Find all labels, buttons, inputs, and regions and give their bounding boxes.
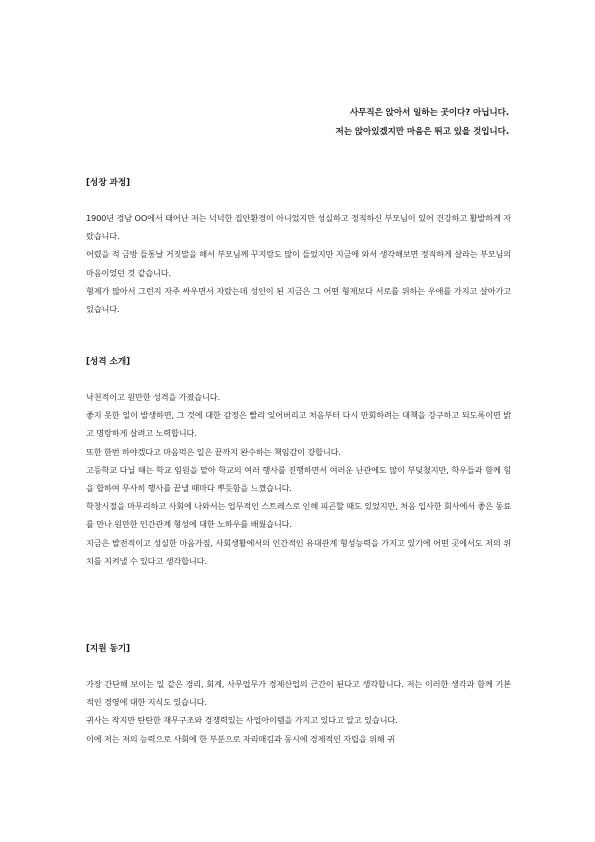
section-body-growth: [86, 209, 511, 318]
section-body-motivation: [86, 675, 511, 748]
section-title-personality: [성격 소개]: [86, 357, 131, 367]
section-motivation: [86, 643, 511, 748]
paragraph: 낙천적이고 원만한 성격을 가졌습니다.: [86, 392, 220, 402]
section-growth: [86, 177, 511, 318]
paragraph: 1900년 경남 OO에서 태어난 저는 넉넉한 집안환경이 아니었지만 성실하고 정직하신 부모님이 있어 건강하고 활발하게 자랐습니다.: [86, 213, 511, 242]
section-title-growth: [성장 과정]: [86, 178, 131, 188]
paragraph: 학창시절을 마무리하고 사회에 나와서는 업무적인 스트레스로 인해 피곤할 때도 있었지만, 처음 입사한 회사에서 좋은 동료를 만나 원만한 인간관계 형성에 대한 노하우를 배웠습니다.: [86, 501, 511, 530]
header-slogan: [336, 104, 509, 142]
section-title-motivation: [지원 동기]: [86, 644, 131, 654]
paragraph: 또한 한번 하야겠다고 마음먹은 일은 끝까지 완수하는 책임감이 강합니다.: [86, 446, 341, 457]
paragraph: 형제가 많아서 그런지 자주 싸우면서 자랐는데 성인이 된 지금은 그 어떤 형제보다 서로를 위하는 우애를 가지고 살아가고 있습니다.: [86, 285, 511, 315]
paragraph: 좋지 못한 일이 발생하면, 그 것에 대한 감정은 빨리 잊어버리고 처음부터 다시 만회하려는 대책을 강구하고 되도록이면 밝고 명랑하게 살려고 노력합니다.: [86, 410, 511, 439]
section-personality: [86, 356, 511, 570]
paragraph: 이에 저는 저의 능력으로 사회에 한 부분으로 자리매김과 동시에 경제적인 자립을 위해 귀: [86, 733, 395, 744]
paragraph: 가장 간단해 보이는 일 같은 경리, 회계, 사무업무가 경제산업의 근간이 된다고 생각합니다. 저는 이러한 생각과 함께 기본적인 경영에 대한 지식도 있습니다.: [86, 679, 511, 708]
paragraph: 고등학교 다닐 때는 학교 임원을 맡아 학교의 여러 행사를 진행하면서 여러운 난관에도 많이 부딪쳤지만, 학우들과 함께 힘을 합하여 무사히 행사를 끝낼 때마다 뿌듯함을 느꼈습니다.: [86, 464, 511, 494]
paragraph: 귀사는 작지만 탄탄한 재무구조와 경쟁력있는 사업아이템을 가지고 있다고 알고 있습니다.: [86, 715, 398, 726]
section-body-personality: [86, 388, 511, 570]
slogan-line-2: 저는 앉아있겠지만 마음은 뛰고 있을 것입니다.: [335, 127, 509, 137]
paragraph: 지금은 발전적이고 성실한 마음가짐, 사회생활에서의 인간적인 유대관계 형성능력을 가지고 있기에 어떤 곳에서도 저의 위치를 지켜낼 수 있다고 생각합니다.: [86, 537, 511, 566]
slogan-line-1: 사무직은 앉아서 일하는 곳이다? 아닙니다.: [349, 108, 509, 118]
paragraph: 어렸을 적 금방 들통날 거짓말을 해서 부모님께 꾸지람도 많이 들었지만 지금에 와서 생각해보면 정직하게 살라는 부모님의 마음이었던 것 같습니다.: [86, 249, 511, 278]
